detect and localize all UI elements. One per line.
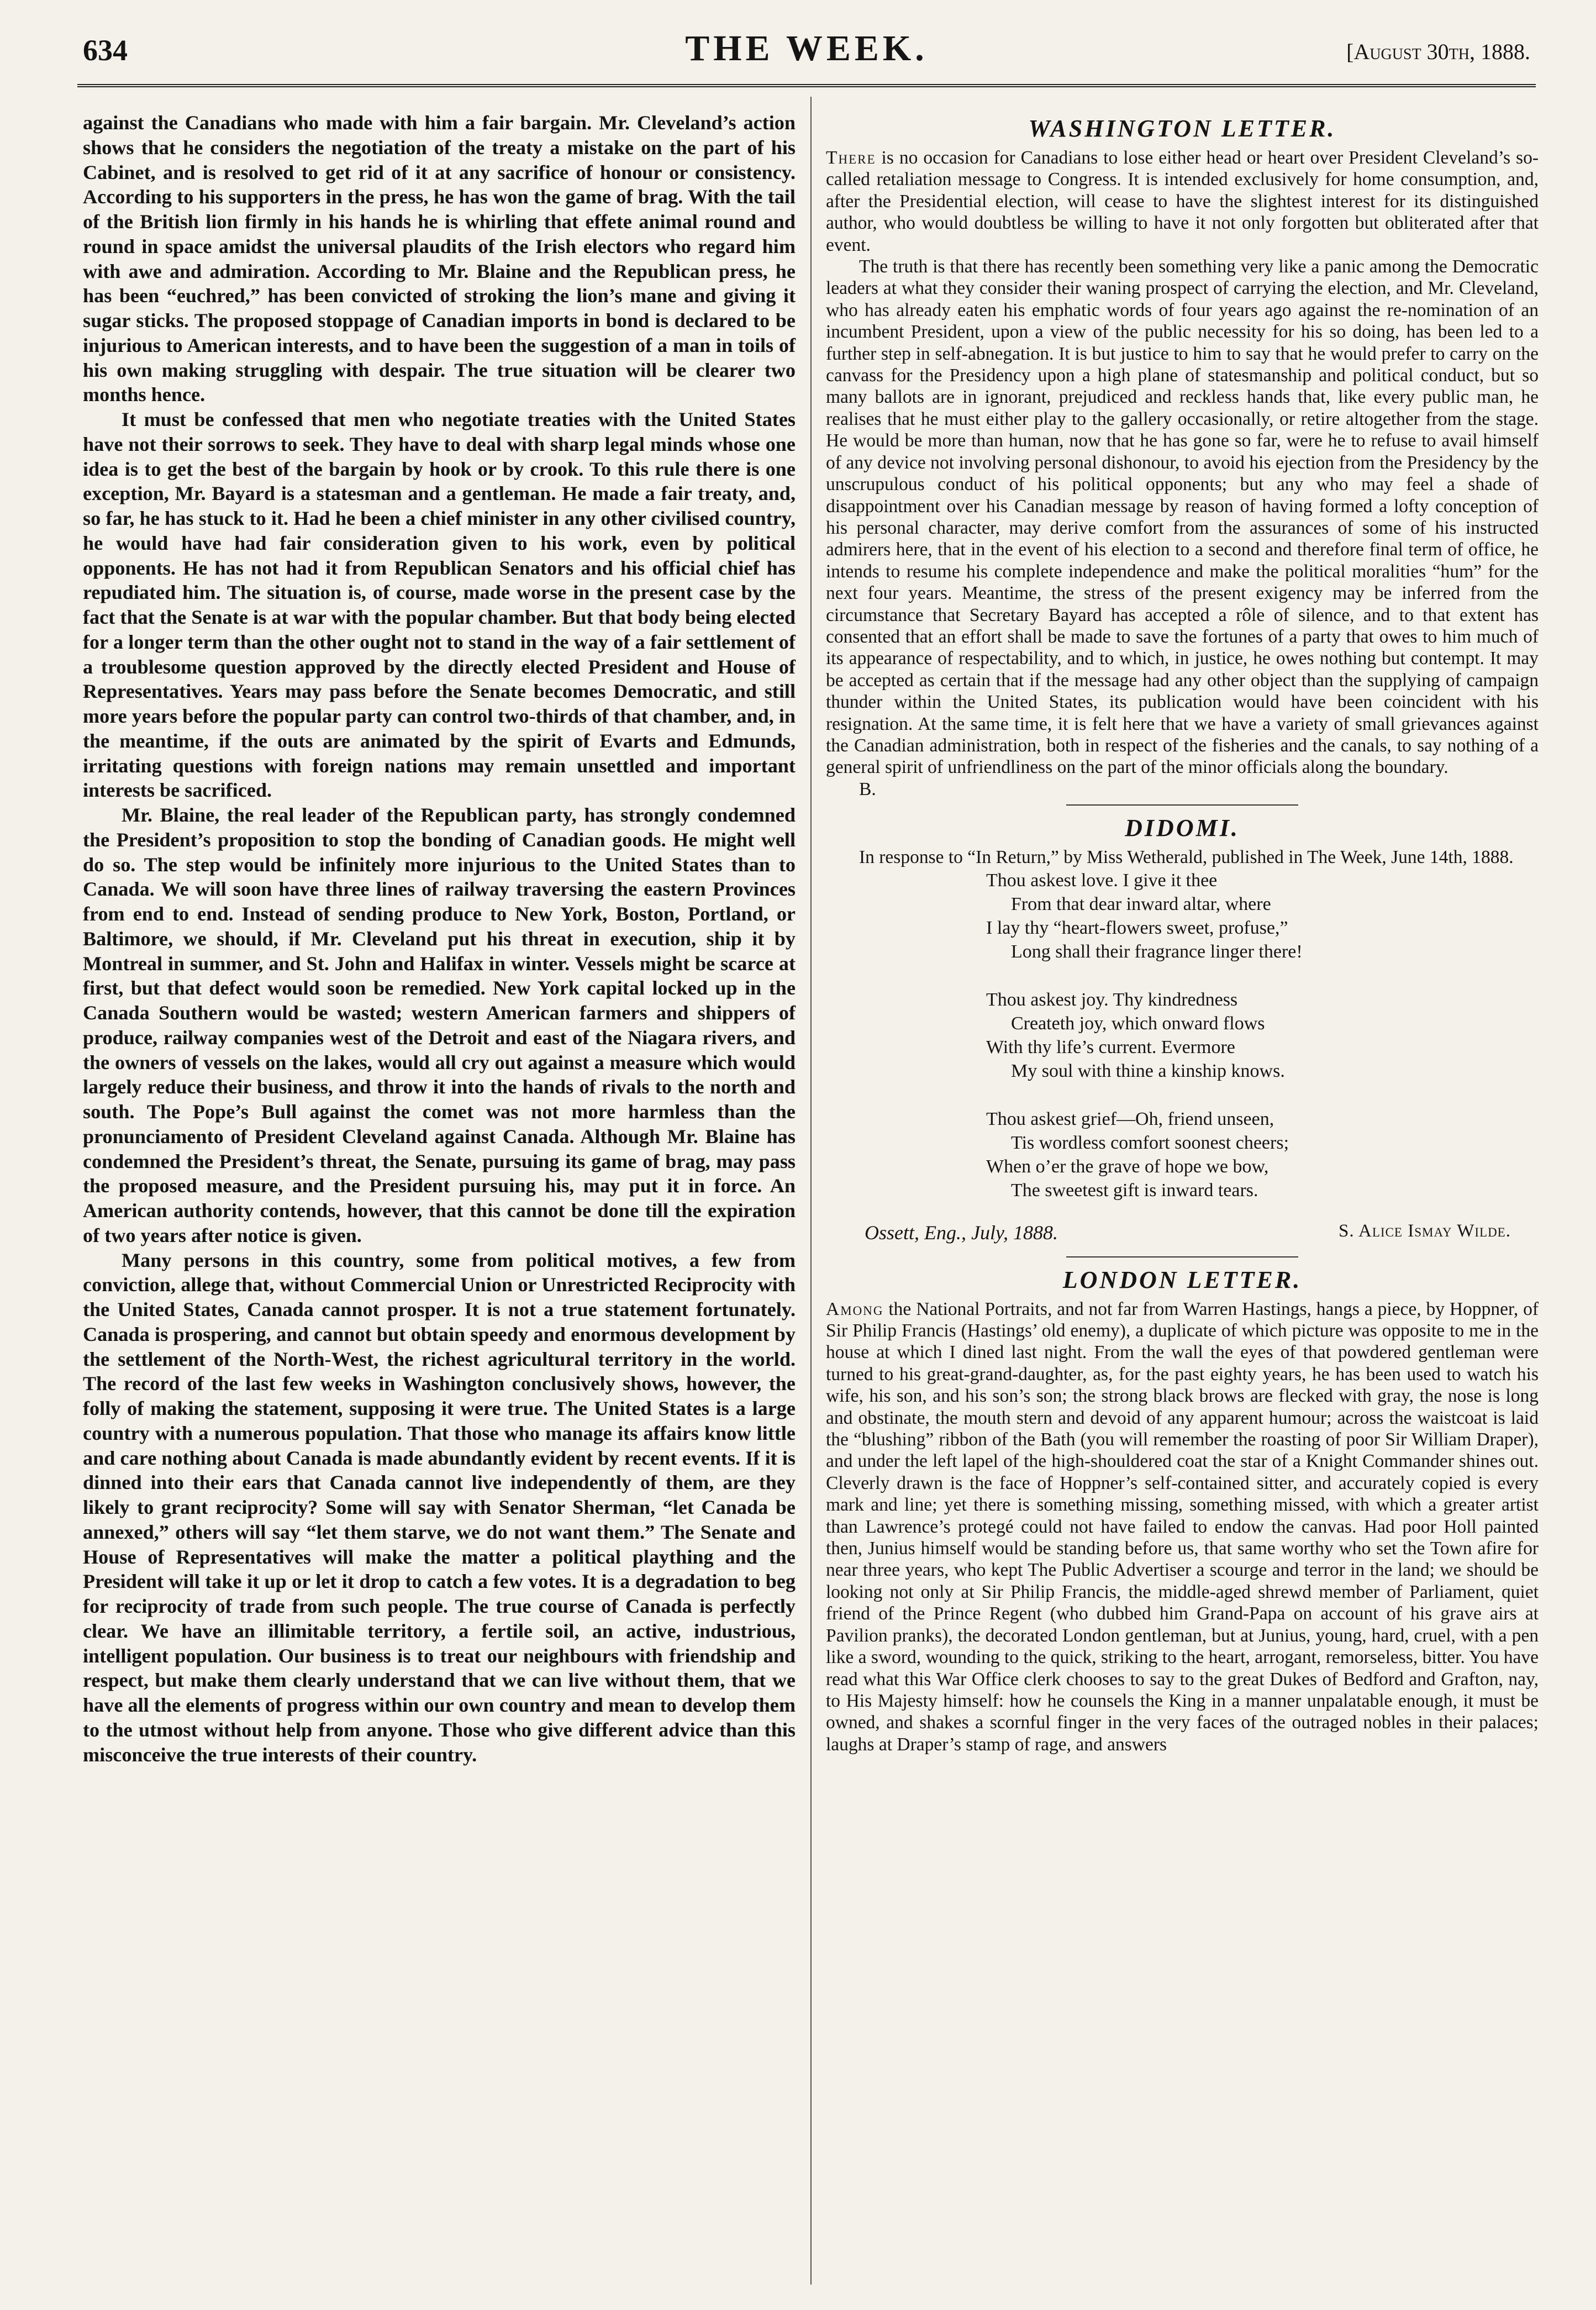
paragraph	[826, 147, 1539, 256]
masthead	[83, 28, 1530, 72]
paragraph: against the Canadians who made with him a fair bargain. Mr. Cleveland’s action shows that he considers the negotiation of the treaty a mistake on the part of his Cabinet, and is resolved to get rid of it at any sacrifice of honour or consistency. According to his supporters in the press, he has won the game of brag. With the tail of the British lion firmly in his hands he is whirling that effete animal round and round in space amidst the universal plaudits of the Irish electors who regard him with awe and admiration. According to Mr. Blaine and the Republican press, he has been “euchred,” has been convicted of stroking the lion’s mane and giving it sugar sticks. The proposed stoppage of Canadian imports in bond is declared to be injurious to American interests, and to have been the suggestion of a man in toils of his own making struggling with despair. The true situation will be clearer two months hence.	[83, 112, 796, 406]
issue-date: [August 30th, 1888.	[1346, 39, 1530, 64]
right-column	[826, 110, 1539, 1755]
poem-line: When o’er the grave of hope we bow,	[986, 1156, 1269, 1177]
paragraph: Mr. Blaine, the real leader of the Republican party, has strongly condemned the President’s proposition to stop the bonding of Canadian goods. He might well do so. The step would be infinitely more injurious to the United States than to Canada. We will soon have three lines of railway traversing the eastern Provinces from end to end. Instead of sending produce to New York, Boston, Portland, or Baltimore, we should, if Mr. Cleveland put his threat in execution, ship it by Montreal in summer, and St. John and Halifax in winter. Vessels might be scarce at first, but that defect would soon be remedied. New York capital locked up in the Canada Southern would be wasted; western American farmers and shippers of produce, railway companies west of the Detroit and east of the Niagara rivers, and the owners of vessels on the lakes, would all cry out against a measure which would largely reduce their business, and throw it into the hands of rivals to the north and south. The Pope’s Bull against the comet was not more harmless than the pronunciamento of President Cleveland against Canada. Although Mr. Blaine has condemned the President’s threat, the Senate, pursuing its game of brag, may pass the proposed measure, and the President pursuing his, may put it in force. An American authority contends, however, that this cannot be done till the expiration of two years after notice is given.	[83, 804, 796, 1246]
poem-subtitle: In response to “In Return,” by Miss Wetherald, published in The Week, June 14th, 1888.	[859, 847, 1514, 868]
poem-stanza	[986, 869, 1539, 964]
poem-line: Thou askest love. I give it thee	[986, 870, 1218, 891]
column-divider	[810, 97, 812, 2285]
paragraph-text: the National Portraits, and not far from Warren Hastings, hangs a piece, by Hoppner, of Sir Philip Francis (Hastings’ old enemy), a duplicate of which picture was opposite to me in the house at which I dined last night. From the wall the eyes of that powdered gentleman were turned to his great-grand-daughter, as, for the past eighty years, he has been used to watch his wife, his son, and his son’s son; the strong black brows are flecked with gray, the nose is long and obstinate, the mouth stern and devoid of any apparent humour; across the waistcoat is laid the “blushing” ribbon of the Bath (you will remember the roasting of poor Sir William Draper), and under the left lapel of the high-shouldered coat the star of a Knight Commander shines out. Cleverly drawn is the face of Hoppner’s self-contained sitter, and accurately copied is every mark and line; yet there is something missing, something missed, with which a greater artist than Lawrence’s protegé could not have failed to endow the canvas. Had poor Holl painted then, Junius himself would be standing before us, that same worthy who set the Town afire for near three years, who kept The Public Advertiser a scourge and terror in the land; we should be looking not only at Sir Philip Francis, the middle-aged shrewd member of Parliament, quiet friend of the Prince Regent (who dubbed him Grand-Papa on account of his grave airs at Pavilion pranks), the decorated London gentleman, but at Junius, young, hard, cruel, with a pen like a sword, wounding to the quick, striking to the heart, arrogant, remorseless, bitter. You have read what this War Office clerk chooses to say to the great Dukes of Bedford and Grafton, nay, to His Majesty himself: how he counsels the King in a manner unpalatable enough, it must be owned, and shakes a scornful finger in the very faces of the outraged nobles in their palaces; laughs at Draper’s stamp of rage, and answers	[826, 1298, 1539, 1755]
poem-line: Thou askest grief—Oh, friend unseen,	[986, 1108, 1274, 1129]
paragraph: Many persons in this country, some from political motives, a few from conviction, allege that, without Commercial Union or Unrestricted Reciprocity with the United States, Canada cannot prosper. It is not a true statement fortunately. Canada is prospering, and cannot but obtain speedy and enormous development by the settlement of the North-West, the richest agricultural territory in the world. The record of the last few weeks in Washington conclusively shows, however, the folly of making the statement, supposing it were true. The United States is a large country with a numerous population. That those who manage its affairs know little and care nothing about Canada is made abundantly evident by recent events. If it is dinned into their ears that Canada cannot live independently of them, are they likely to grant reciprocity? Some will say with Senator Sherman, “let Canada be annexed,” others will say “let them starve, we do not want them.” The Senate and House of Representatives will make the matter a political plaything and the President will take it up or let it drop to catch a few votes. It is a degradation to beg for reciprocity of trade from such people. The true course of Canada is perfectly clear. We have an illimitable territory, a fertile soil, an active, industrious, intelligent population. Our business is to treat our neighbours with friendship and respect, but make them clearly understand that we can live without them, that we have all the elements of progress within our own country and mean to develop them to the utmost without help from anyone. Those who give different advice than this misconceive the true interests of their country.	[83, 1249, 796, 1766]
poem-line: From that dear inward altar, where	[1011, 893, 1271, 914]
poem-footer	[826, 1221, 1539, 1252]
header-rule	[77, 84, 1536, 87]
poem-author: S. Alice Ismay Wilde.	[1339, 1220, 1511, 1241]
paragraph	[826, 1298, 1539, 1756]
left-column	[83, 110, 796, 1767]
poem-line: Tis wordless comfort soonest cheers;	[1011, 1132, 1289, 1153]
poem-line: With thy life’s current. Evermore	[986, 1036, 1235, 1057]
section-separator	[1066, 804, 1298, 806]
page-number: 634	[83, 34, 128, 67]
didomi-title: DIDOMI.	[1125, 814, 1240, 842]
section-separator	[1066, 1256, 1298, 1257]
poem-line: Thou askest joy. Thy kindredness	[986, 989, 1238, 1010]
paragraph-text: is no occasion for Canadians to lose either head or heart over President Cleveland’s so-called retaliation message to Congress. It is intended exclusively for home consumption, and, after the Presidential election, will cease to have the slightest interest for its distinguished author, who would doubtless be willing to have it not only forgotten but obliterated after that event.	[826, 148, 1539, 255]
london-letter-title: LONDON LETTER.	[1062, 1266, 1302, 1293]
poem-line: My soul with thine a kinship knows.	[1011, 1060, 1285, 1081]
newspaper-title: THE WEEK.	[685, 28, 928, 69]
poem-stanza	[986, 1107, 1539, 1202]
letter-signature: B.	[859, 778, 876, 799]
paragraph: It must be confessed that men who negotiate treaties with the United States have not their sorrows to seek. They have to deal with sharp legal minds whose one idea is to get the best of the bargain by hook or by crook. To this rule there is one exception, Mr. Bayard is a statesman and a gentleman. He made a fair treaty, and, so far, he has stuck to it. Had he been a chief minister in any other civilised country, he would have had fair consideration given to his work, even by political opponents. He has not had it from Republican Senators and his official chief has repudiated him. The situation is, of course, made worse in the present case by the fact that the Senate is at war with the popular chamber. But that body being elected for a longer term than the other ought not to stand in the way of a fair settlement of a troublesome question approved by the directly elected President and House of Representatives. Years may pass before the Senate becomes Democratic, and still more years before the popular party can control two-thirds of that chamber, and, in the meantime, if the outs are animated by the spirit of Evarts and Edmunds, irritating questions with foreign nations may remain unsettled and important interests be sacrificed.	[83, 408, 796, 802]
poem-stanza	[986, 988, 1539, 1083]
lead-word: Among	[826, 1298, 884, 1319]
washington-letter-title: WASHINGTON LETTER.	[1028, 115, 1336, 142]
poem-line: The sweetest gift is inward tears.	[1011, 1180, 1258, 1201]
paragraph: The truth is that there has recently been something very like a panic among the Democratic leaders at what they consider their waning prospect of carrying the election, and Mr. Cleveland, who has already eaten his emphatic words of four years ago against the re-nomination of an incumbent President, upon a view of the public necessity for his so doing, has been led to a further step in self-abnegation. It is but justice to him to say that he would prefer to carry on the canvass for the Presidency upon a high plane of statesmanship and political conduct, but so many ballots are in ignorant, prejudiced and reckless hands that, like every public man, he realises that he must either play to the gallery occasionally, or retire altogether from the stage. He would be more than human, now that he has gone so far, were he to refuse to avail himself of any device not involving personal dishonour, to avoid his ejection from the Presidency by the unscrupulous conduct of his political opponents; but any who may feel a shade of disappointment over his Canadian message by reason of having formed a lofty conception of his personal character, may derive comfort from the assurances of some of his instructed admirers here, that in the event of his election to a second and therefore final term of office, he intends to resume his complete independence and make the political moralities “hum” for the next four years. Meantime, the stress of the present exigency may be inferred from the circumstance that Secretary Bayard has accepted a rôle of silence, and to that extent has consented that an effort shall be made to save the fortunes of a party that owes to him much of its appearance of respectability, and to which, in justice, he owes nothing but contempt. It may be accepted as certain that if the message had any other object than the supplying of campaign thunder within the United States, its publication would have been coincident with his resignation. At the same time, it is felt here that we have a variety of small grievances against the Canadian administration, both in respect of the fisheries and the canals, to say nothing of a general spirit of unfriendliness on the part of the minor officials along the boundary.	[826, 256, 1539, 778]
poem-place-date: Ossett, Eng., July, 1888.	[865, 1221, 1058, 1244]
poem-line: Createth joy, which onward flows	[1011, 1013, 1265, 1034]
poem-line: Long shall their fragrance linger there!	[1011, 941, 1303, 962]
poem-line: I lay thy “heart-flowers sweet, profuse,”	[986, 917, 1288, 938]
lead-word: There	[826, 148, 876, 168]
